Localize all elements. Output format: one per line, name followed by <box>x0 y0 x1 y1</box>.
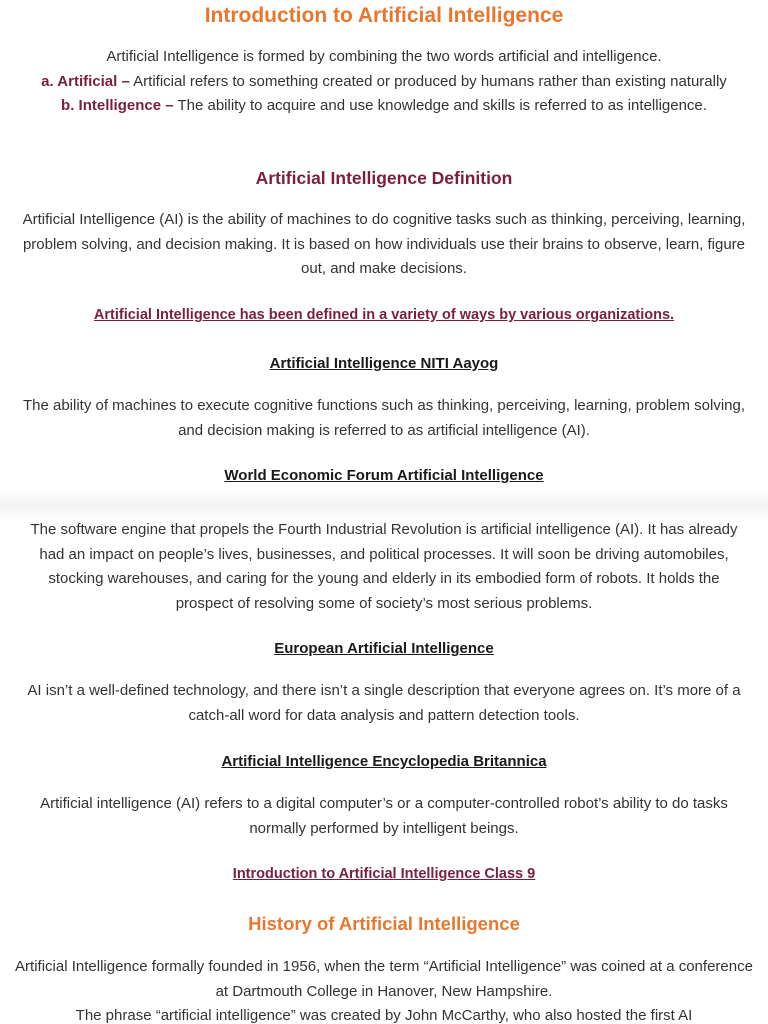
history-text-1: Artificial Intelligence formally founded in 1956, when the term “Artificial Intelligence” was coined at a conference at Dartmouth College in Hanover, New Hampshire. <box>15 958 753 1000</box>
history-text-2: The phrase “artificial intelligence” was created by John McCarthy, who also hosted the first AI <box>75 1007 693 1024</box>
artificial-text: Artificial refers to something created or produced by humans rather than existing naturally <box>133 72 727 90</box>
britannica-heading: Artificial Intelligence Encyclopedia Britannica <box>221 753 547 770</box>
european-heading: European Artificial Intelligence <box>274 640 494 657</box>
britannica-text: Artificial intelligence (AI) refers to a digital computer’s or a computer-controlled robot’s ability to do tasks normally performed by intelligent beings. <box>40 795 728 837</box>
european-text: AI isn’t a well-defined technology, and there isn’t a single description that everyone agrees on. It’s more of a catch-all word for data analysis and pattern detection tools. <box>27 682 741 724</box>
niti-aayog-text: The ability of machines to execute cognitive functions such as thinking, perceiving, learning, problem solving, and decision making is referred to as artificial intelligence (AI). <box>22 397 746 439</box>
page-title: Introduction to Artificial Intelligence <box>204 4 564 27</box>
artificial-definition <box>30 70 738 95</box>
niti-aayog-heading: Artificial Intelligence NITI Aayog <box>269 355 499 372</box>
artificial-label: a. Artificial – <box>41 72 130 90</box>
intelligence-text: The ability to acquire and use knowledge and skills is referred to as intelligence. <box>177 97 707 114</box>
organizations-link[interactable]: Artificial Intelligence has been defined in a variety of ways by various organizations. <box>93 307 675 323</box>
intelligence-label: b. Intelligence – <box>61 97 174 114</box>
intro-text: Artificial Intelligence is formed by combining the two words artificial and intelligence. <box>106 48 662 65</box>
wef-heading: World Economic Forum Artificial Intelligence <box>224 467 544 484</box>
history-heading: History of Artificial Intelligence <box>248 913 520 934</box>
definition-heading: Artificial Intelligence Definition <box>255 168 513 188</box>
class-9-link[interactable]: Introduction to Artificial Intelligence Class 9 <box>232 866 536 882</box>
intelligence-definition <box>30 94 738 119</box>
page-break-shadow <box>0 490 768 520</box>
definition-text: Artificial Intelligence (AI) is the ability of machines to do cognitive tasks such as thinking, perceiving, learning, problem solving, and decision making. It is based on how individuals use their brains to observe, learn, figure out, and make decisions. <box>22 211 746 277</box>
intro-section <box>0 45 768 119</box>
wef-text: The software engine that propels the Fourth Industrial Revolution is artificial intelligence (AI). It has already had an impact on people’s lives, businesses, and political processes. It will soon be driving automobiles, stocking warehouses, and caring for the young and elderly in its embodied form of robots. It holds the prospect of resolving some of society’s most serious problems. <box>30 521 738 612</box>
